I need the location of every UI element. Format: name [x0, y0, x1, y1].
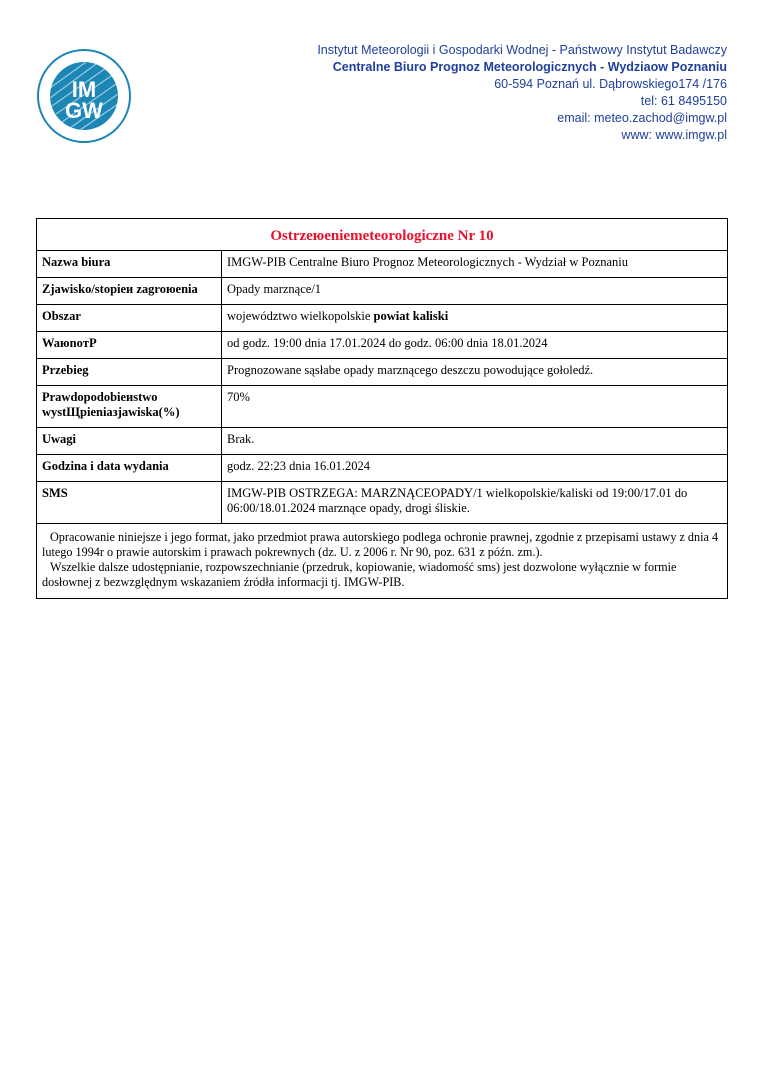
probability-label-line1: Prawdopodobieиstwo: [42, 390, 158, 404]
table-row: [37, 278, 728, 305]
area-label: Obszar: [37, 305, 222, 332]
institute-header: [317, 42, 727, 144]
warning-title: Ostrzeюeniemeteorologiczne Nr 10: [37, 219, 728, 251]
probability-label-line2: wystЩpieniaзjawiska(%): [42, 405, 180, 419]
sms-value: IMGW-PIB OSTRZEGA: MARZNĄCEOPADY/1 wielkopolskie/kaliski od 19:00/17.01 do 06:00/18.01.2024 marznące opady, drogi śliskie.: [222, 482, 728, 524]
sms-label: SMS: [37, 482, 222, 524]
office-website[interactable]: www: www.imgw.pl: [621, 128, 727, 142]
validity-value: od godz. 19:00 dnia 17.01.2024 do godz. 06:00 dnia 18.01.2024: [222, 332, 728, 359]
svg-text:GW: GW: [65, 98, 103, 123]
remarks-value: Brak.: [222, 428, 728, 455]
probability-label: [37, 386, 222, 428]
table-row: [37, 359, 728, 386]
warning-table: [36, 218, 728, 599]
issued-value: godz. 22:23 dnia 16.01.2024: [222, 455, 728, 482]
office-name: Centralne Biuro Prognoz Meteorologicznych - Wydziaow Poznaniu: [332, 60, 727, 74]
phenomenon-label: Zjawisko/stopieи zagroюenia: [37, 278, 222, 305]
table-row: [37, 332, 728, 359]
course-value: Prognozowane sąsłabe opady marznącego deszczu powodujące gołoledź.: [222, 359, 728, 386]
office-label: Nazwa biura: [37, 251, 222, 278]
office-address: 60-594 Poznań ul. Dąbrowskiego174 /176: [494, 77, 727, 91]
copyright-paragraph: Opracowanie niniejsze i jego format, jako przedmiot prawa autorskiego podlega ochronie prawnej, zgodnie z przepisami ustawy z dnia 4 lutego 1994r o prawie autorskim i prawach pokrewnych (dz. U. z 2006 r. Nr 90, poz. 631 z późn. zm.).: [42, 530, 719, 559]
table-row: [37, 251, 728, 278]
area-county: powiat kaliski: [373, 309, 449, 323]
imgw-logo: [36, 48, 132, 144]
table-row: [37, 386, 728, 428]
validity-label: WaюnoтР: [37, 332, 222, 359]
issued-label: Godzina i data wydania: [37, 455, 222, 482]
table-row: [37, 482, 728, 524]
table-row: [37, 428, 728, 455]
course-label: Przebieg: [37, 359, 222, 386]
table-row: [37, 305, 728, 332]
office-phone: tel: 61 8495150: [640, 94, 727, 108]
office-value: IMGW-PIB Centralne Biuro Prognoz Meteorologicznych - Wydział w Poznaniu: [222, 251, 728, 278]
remarks-label: Uwagi: [37, 428, 222, 455]
office-email[interactable]: email: meteo.zachod@imgw.pl: [557, 111, 727, 125]
area-region: województwo wielkopolskie: [227, 309, 374, 323]
table-row: [37, 455, 728, 482]
phenomenon-value: Opady marznące/1: [222, 278, 728, 305]
area-value: [222, 305, 728, 332]
institute-name: Instytut Meteorologii i Gospodarki Wodnej - Państwowy Instytut Badawczy: [317, 43, 727, 57]
svg-text:IM: IM: [71, 77, 97, 102]
copyright-notice: [37, 524, 728, 599]
probability-value: 70%: [222, 386, 728, 428]
distribution-paragraph: Wszelkie dalsze udostępnianie, rozpowszechnianie (przedruk, kopiowanie, wiadomość sms) jest dozwolone wyłącznie w formie dosłownej z bezwzględnym wskazaniem źródła informacji tj. IMGW-PIB.: [42, 560, 677, 589]
